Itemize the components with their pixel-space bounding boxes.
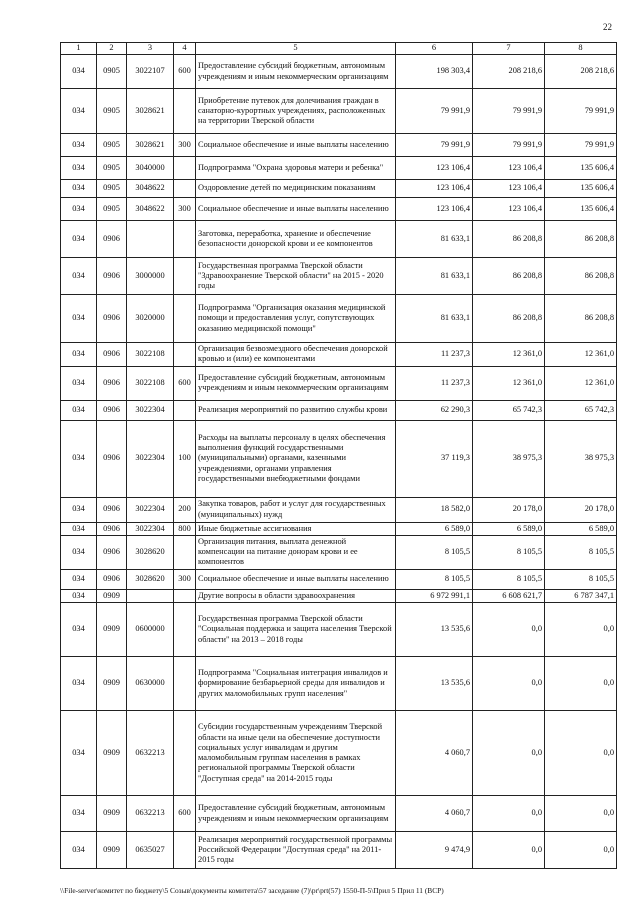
cell-target-code: 0630000 (127, 657, 174, 711)
table-row (61, 180, 617, 198)
cell-admin-code: 034 (61, 180, 97, 198)
cell-amount-col6: 79 991,9 (396, 89, 473, 134)
cell-amount-col6: 4 060,7 (396, 711, 473, 796)
cell-target-code: 3048622 (127, 198, 174, 221)
table-row (61, 796, 617, 832)
cell-expense-type (174, 589, 196, 602)
cell-amount-col7: 86 208,8 (473, 295, 545, 343)
cell-amount-col6: 13 535,6 (396, 603, 473, 657)
cell-description: Социальное обеспечение и иные выплаты населению (196, 134, 396, 157)
cell-admin-code: 034 (61, 366, 97, 400)
cell-description: Государственная программа Тверской области "Социальная поддержка и защита населения Тверской области" на 2013 – 2018 годы (196, 603, 396, 657)
cell-description: Реализация мероприятий государственной программы Российской Федерации "Доступная среда" на 2011-2015 годы (196, 832, 396, 869)
cell-description: Подпрограмма "Организация оказания медицинской помощи и предоставления услуг, сопутствующих оказанию медицинской помощи" (196, 295, 396, 343)
cell-amount-col6: 4 060,7 (396, 796, 473, 832)
cell-amount-col7: 123 106,4 (473, 157, 545, 180)
cell-expense-type: 300 (174, 198, 196, 221)
cell-description: Предоставление субсидий бюджетным, автономным учреждениям и иным некоммерческим организациям (196, 796, 396, 832)
table-row (61, 400, 617, 420)
cell-expense-type: 200 (174, 497, 196, 522)
cell-admin-code: 034 (61, 89, 97, 134)
cell-target-code: 0632213 (127, 796, 174, 832)
table-body (61, 55, 617, 869)
cell-expense-type (174, 89, 196, 134)
cell-expense-type (174, 295, 196, 343)
cell-amount-col6: 11 237,3 (396, 343, 473, 367)
cell-amount-col7: 0,0 (473, 796, 545, 832)
cell-description: Социальное обеспечение и иные выплаты населению (196, 198, 396, 221)
file-path-footer: \\File-server\комитет по бюджету\5 Созыв\документы комитета\57 заседание (7)\pr\prt(57) 1550-П-5\Прил 5 Прил 11 (ВСР) (60, 886, 444, 895)
column-header: 7 (473, 43, 545, 55)
cell-expense-type: 300 (174, 134, 196, 157)
cell-amount-col7: 6 608 621,7 (473, 589, 545, 602)
cell-amount-col6: 62 290,3 (396, 400, 473, 420)
cell-amount-col7: 123 106,4 (473, 180, 545, 198)
cell-amount-col7: 12 361,0 (473, 366, 545, 400)
table-row (61, 55, 617, 89)
column-header: 1 (61, 43, 97, 55)
cell-amount-col8: 38 975,3 (545, 420, 617, 497)
cell-amount-col7: 86 208,8 (473, 258, 545, 295)
cell-amount-col6: 6 589,0 (396, 522, 473, 535)
cell-admin-code: 034 (61, 657, 97, 711)
cell-section-code: 0906 (97, 258, 127, 295)
cell-admin-code: 034 (61, 522, 97, 535)
cell-amount-col6: 9 474,9 (396, 832, 473, 869)
cell-target-code: 3022107 (127, 55, 174, 89)
cell-section-code: 0905 (97, 180, 127, 198)
cell-target-code: 3028621 (127, 134, 174, 157)
cell-amount-col7: 208 218,6 (473, 55, 545, 89)
cell-expense-type (174, 400, 196, 420)
cell-amount-col7: 0,0 (473, 657, 545, 711)
cell-amount-col8: 8 105,5 (545, 569, 617, 589)
table-row (61, 295, 617, 343)
cell-amount-col7: 65 742,3 (473, 400, 545, 420)
cell-amount-col8: 135 606,4 (545, 180, 617, 198)
cell-expense-type (174, 180, 196, 198)
cell-expense-type (174, 603, 196, 657)
cell-amount-col7: 38 975,3 (473, 420, 545, 497)
cell-admin-code: 034 (61, 221, 97, 258)
cell-target-code: 0635027 (127, 832, 174, 869)
cell-description: Оздоровление детей по медицинским показаниям (196, 180, 396, 198)
cell-section-code: 0906 (97, 535, 127, 569)
cell-amount-col6: 123 106,4 (396, 198, 473, 221)
cell-admin-code: 034 (61, 711, 97, 796)
cell-section-code: 0905 (97, 198, 127, 221)
table-row (61, 157, 617, 180)
cell-amount-col8: 20 178,0 (545, 497, 617, 522)
table-row (61, 711, 617, 796)
cell-amount-col8: 0,0 (545, 657, 617, 711)
cell-target-code: 3022108 (127, 343, 174, 367)
cell-amount-col8: 12 361,0 (545, 366, 617, 400)
cell-amount-col6: 123 106,4 (396, 157, 473, 180)
cell-description: Социальное обеспечение и иные выплаты населению (196, 569, 396, 589)
cell-section-code: 0909 (97, 796, 127, 832)
cell-target-code: 3022304 (127, 400, 174, 420)
cell-target-code: 3022304 (127, 420, 174, 497)
cell-target-code: 3028620 (127, 535, 174, 569)
cell-admin-code: 034 (61, 796, 97, 832)
cell-amount-col7: 79 991,9 (473, 134, 545, 157)
column-header: 8 (545, 43, 617, 55)
cell-target-code: 3028621 (127, 89, 174, 134)
cell-amount-col7: 0,0 (473, 711, 545, 796)
cell-amount-col8: 0,0 (545, 603, 617, 657)
cell-admin-code: 034 (61, 157, 97, 180)
cell-expense-type (174, 535, 196, 569)
cell-target-code (127, 221, 174, 258)
cell-description: Предоставление субсидий бюджетным, автономным учреждениям и иным некоммерческим организациям (196, 55, 396, 89)
cell-amount-col6: 13 535,6 (396, 657, 473, 711)
table-row (61, 134, 617, 157)
table-row (61, 832, 617, 869)
cell-admin-code: 034 (61, 258, 97, 295)
cell-description: Организация безвозмездного обеспечения донорской кровью и (или) ее компонентами (196, 343, 396, 367)
cell-amount-col7: 6 589,0 (473, 522, 545, 535)
cell-amount-col6: 8 105,5 (396, 535, 473, 569)
cell-section-code: 0905 (97, 134, 127, 157)
cell-amount-col8: 208 218,6 (545, 55, 617, 89)
cell-target-code (127, 589, 174, 602)
table-row (61, 258, 617, 295)
budget-table (60, 42, 617, 869)
cell-admin-code: 034 (61, 603, 97, 657)
cell-description: Приобретение путевок для долечивания граждан в санаторно-курортных учреждениях, расположенных на территории Тверской области (196, 89, 396, 134)
table-row (61, 657, 617, 711)
cell-section-code: 0909 (97, 832, 127, 869)
cell-section-code: 0906 (97, 221, 127, 258)
cell-amount-col7: 79 991,9 (473, 89, 545, 134)
cell-description: Заготовка, переработка, хранение и обеспечение безопасности донорской крови и ее компонентов (196, 221, 396, 258)
table-row (61, 522, 617, 535)
cell-amount-col8: 8 105,5 (545, 535, 617, 569)
cell-admin-code: 034 (61, 832, 97, 869)
cell-section-code: 0905 (97, 157, 127, 180)
cell-description: Закупка товаров, работ и услуг для государственных (муниципальных) нужд (196, 497, 396, 522)
cell-amount-col6: 123 106,4 (396, 180, 473, 198)
cell-section-code: 0909 (97, 589, 127, 602)
cell-description: Предоставление субсидий бюджетным, автономным учреждениям и иным некоммерческим организациям (196, 366, 396, 400)
cell-expense-type (174, 258, 196, 295)
cell-expense-type: 600 (174, 55, 196, 89)
table-row (61, 589, 617, 602)
cell-description: Расходы на выплаты персоналу в целях обеспечения выполнения функций государственными (муниципальными) органами, казенными учреждениями, органами управления государственными внебюджетными фондами (196, 420, 396, 497)
column-number-row (61, 43, 617, 55)
column-header: 2 (97, 43, 127, 55)
cell-amount-col8: 86 208,8 (545, 295, 617, 343)
cell-admin-code: 034 (61, 589, 97, 602)
cell-amount-col7: 86 208,8 (473, 221, 545, 258)
cell-section-code: 0906 (97, 569, 127, 589)
cell-amount-col8: 86 208,8 (545, 221, 617, 258)
page-number: 22 (603, 22, 612, 32)
cell-expense-type: 800 (174, 522, 196, 535)
cell-expense-type: 600 (174, 366, 196, 400)
cell-amount-col6: 8 105,5 (396, 569, 473, 589)
cell-admin-code: 034 (61, 295, 97, 343)
table-row (61, 198, 617, 221)
cell-amount-col6: 11 237,3 (396, 366, 473, 400)
cell-amount-col7: 8 105,5 (473, 569, 545, 589)
cell-expense-type (174, 657, 196, 711)
table-row (61, 603, 617, 657)
table-row (61, 366, 617, 400)
cell-amount-col6: 81 633,1 (396, 295, 473, 343)
cell-section-code: 0909 (97, 657, 127, 711)
cell-description: Другие вопросы в области здравоохранения (196, 589, 396, 602)
cell-target-code: 0600000 (127, 603, 174, 657)
cell-description: Реализация мероприятий по развитию службы крови (196, 400, 396, 420)
column-header: 3 (127, 43, 174, 55)
cell-section-code: 0909 (97, 711, 127, 796)
cell-amount-col8: 65 742,3 (545, 400, 617, 420)
cell-expense-type: 600 (174, 796, 196, 832)
cell-amount-col7: 8 105,5 (473, 535, 545, 569)
cell-expense-type (174, 832, 196, 869)
cell-amount-col6: 198 303,4 (396, 55, 473, 89)
column-header: 6 (396, 43, 473, 55)
cell-admin-code: 034 (61, 343, 97, 367)
cell-target-code: 3022304 (127, 497, 174, 522)
column-header: 5 (196, 43, 396, 55)
cell-amount-col8: 79 991,9 (545, 134, 617, 157)
cell-expense-type: 300 (174, 569, 196, 589)
cell-admin-code: 034 (61, 535, 97, 569)
cell-expense-type: 100 (174, 420, 196, 497)
cell-amount-col8: 6 787 347,1 (545, 589, 617, 602)
table-row (61, 343, 617, 367)
cell-amount-col6: 81 633,1 (396, 221, 473, 258)
cell-amount-col8: 6 589,0 (545, 522, 617, 535)
cell-amount-col6: 79 991,9 (396, 134, 473, 157)
cell-amount-col7: 123 106,4 (473, 198, 545, 221)
cell-section-code: 0909 (97, 603, 127, 657)
cell-amount-col6: 37 119,3 (396, 420, 473, 497)
cell-expense-type (174, 343, 196, 367)
cell-amount-col8: 86 208,8 (545, 258, 617, 295)
cell-description: Подпрограмма "Охрана здоровья матери и ребенка" (196, 157, 396, 180)
cell-amount-col8: 12 361,0 (545, 343, 617, 367)
table-row (61, 569, 617, 589)
cell-expense-type (174, 221, 196, 258)
table-row (61, 89, 617, 134)
cell-admin-code: 034 (61, 198, 97, 221)
cell-target-code: 0632213 (127, 711, 174, 796)
cell-target-code: 3020000 (127, 295, 174, 343)
cell-admin-code: 034 (61, 497, 97, 522)
cell-description: Субсидии государственным учреждениям Тверской области на иные цели на обеспечение доступности социальных услуг инвалидам и другим маломобильным группам населения в рамках региональной программы Тверской области "Доступная среда" на 2014-2015 годы (196, 711, 396, 796)
cell-admin-code: 034 (61, 400, 97, 420)
cell-admin-code: 034 (61, 134, 97, 157)
cell-target-code: 3048622 (127, 180, 174, 198)
cell-target-code: 3022304 (127, 522, 174, 535)
cell-amount-col8: 79 991,9 (545, 89, 617, 134)
cell-amount-col7: 20 178,0 (473, 497, 545, 522)
cell-section-code: 0906 (97, 366, 127, 400)
cell-admin-code: 034 (61, 420, 97, 497)
cell-amount-col6: 81 633,1 (396, 258, 473, 295)
column-header: 4 (174, 43, 196, 55)
cell-target-code: 3040000 (127, 157, 174, 180)
cell-description: Подпрограмма "Социальная интеграция инвалидов и формирование безбарьерной среды для инвалидов и других маломобильных групп населения" (196, 657, 396, 711)
cell-section-code: 0905 (97, 55, 127, 89)
cell-section-code: 0906 (97, 295, 127, 343)
cell-expense-type (174, 711, 196, 796)
cell-section-code: 0906 (97, 420, 127, 497)
cell-amount-col8: 0,0 (545, 711, 617, 796)
cell-description: Иные бюджетные ассигнования (196, 522, 396, 535)
cell-description: Государственная программа Тверской области "Здравоохранение Тверской области" на 2015 - 2020 годы (196, 258, 396, 295)
cell-amount-col6: 18 582,0 (396, 497, 473, 522)
cell-amount-col8: 135 606,4 (545, 157, 617, 180)
cell-amount-col8: 0,0 (545, 796, 617, 832)
table-row (61, 497, 617, 522)
table-row (61, 221, 617, 258)
cell-amount-col6: 6 972 991,1 (396, 589, 473, 602)
table-row (61, 535, 617, 569)
table-row (61, 420, 617, 497)
cell-target-code: 3000000 (127, 258, 174, 295)
cell-target-code: 3022108 (127, 366, 174, 400)
cell-expense-type (174, 157, 196, 180)
cell-target-code: 3028620 (127, 569, 174, 589)
cell-admin-code: 034 (61, 55, 97, 89)
cell-amount-col8: 135 606,4 (545, 198, 617, 221)
cell-section-code: 0906 (97, 343, 127, 367)
cell-amount-col7: 0,0 (473, 832, 545, 869)
cell-section-code: 0906 (97, 400, 127, 420)
cell-amount-col7: 0,0 (473, 603, 545, 657)
cell-amount-col7: 12 361,0 (473, 343, 545, 367)
cell-admin-code: 034 (61, 569, 97, 589)
cell-section-code: 0906 (97, 522, 127, 535)
cell-section-code: 0905 (97, 89, 127, 134)
cell-amount-col8: 0,0 (545, 832, 617, 869)
cell-description: Организация питания, выплата денежной компенсации на питание донорам крови и ее компонентов (196, 535, 396, 569)
cell-section-code: 0906 (97, 497, 127, 522)
